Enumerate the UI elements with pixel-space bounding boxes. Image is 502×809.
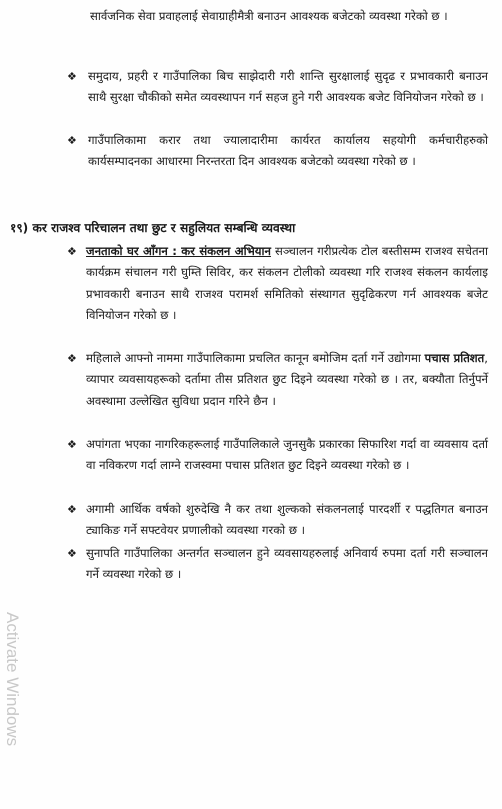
- bullet-icon: ❖: [67, 245, 77, 258]
- bullet-icon: ❖: [67, 70, 77, 83]
- watermark-subtitle: [0, 612, 2, 809]
- item-bold-phrase: पचास प्रतिशत: [424, 351, 485, 365]
- item-tracking-software: अगामी आर्थिक वर्षको शुरुदेखि नै कर तथा शुल्कको संकलनलाई पारदर्शी र पद्धतिगत बनाउन ट्याकिङ गर्ने सफ्टवेयर प्रणालीको व्यवस्था गरको छ ।: [86, 502, 488, 538]
- bullet-icon: ❖: [67, 134, 77, 147]
- paragraph-budget-service: सार्वजनिक सेवा प्रवाहलाई सेवाग्राहीमैत्री बनाउन आवश्यक बजेटको व्यवस्था गरेको छ ।: [90, 9, 448, 23]
- bullet-icon: ❖: [67, 547, 77, 560]
- section-heading: १९) कर राजश्व परिचालन तथा छुट र सहुलियत सम्बन्धि व्यवस्था: [10, 221, 296, 235]
- item-bold-title: जनताको घर आँगन : कर संकलन अभियान: [86, 244, 271, 258]
- paragraph-security: समुदाय, प्रहरी र गाउँपालिका बिच साझेदारी गरी शान्ति सुरक्षालाई सुदृढ र प्रभावकारी बनाउन साथै सुरक्षा चौकीको समेत व्यवस्थापन गर्न सहज हुने गरी आवश्यक बजेट विनियोजन गरेको छ ।: [88, 69, 488, 105]
- bullet-icon: ❖: [67, 438, 77, 451]
- bullet-icon: ❖: [67, 503, 77, 516]
- item-text-post: , व्यापार व्यवसायहरूको दर्तामा तीस प्रतिशत छुट दिइने व्यवस्था गरेको छ । तर, बक्यौता तिर्नुपर्ने अवस्थामा उल्लेखित सुविधा प्रदान गरिने छैन ।: [86, 351, 488, 408]
- watermark-title: Activate Windows: [3, 612, 22, 747]
- item-women-discount: [86, 348, 488, 412]
- item-text: सञ्चालन गरीप्रत्येक टोल बस्तीसम्म राजश्व सचेतना कार्यक्रम संचालन गरी घुम्ति सिविर, कर संकलन टोलीको व्यवस्था गरि राजश्व संकलन कार्यलाइ प्रभावकारी बनाउन साथै राजश्व परामर्श समितिको संस्थागत सुदृढिकरण गर्न आवश्यक बजेट विनियोजन गरेको छ ।: [86, 244, 488, 323]
- item-business-registration: सुनापति गाउँपालिका अन्तर्गत सञ्चालन हुने व्यवसायहरुलाई अनिवार्य रुपमा दर्ता गरी सञ्चालन गर्ने व्यवस्था गरेको छ ।: [86, 546, 488, 582]
- paragraph-contract-staff: गाउँपालिकामा करार तथा ज्यालादारीमा कार्यरत कार्यालय सहयोगी कर्मचारीहरुको कार्यसम्पादनका आधारमा निरन्तरता दिन आवश्यक बजेटको व्यवस्था गरेको छ ।: [88, 133, 488, 169]
- item-tax-campaign: [86, 241, 488, 327]
- item-disability-discount: अपांगता भएका नागरिकहरूलाई गाउँपालिकाले जुनसुकै प्रकारका सिफारिश गर्दा वा व्यवसाय दर्ता वा नविकरण गर्दा लाग्ने राजस्वमा पचास प्रतिशत छुट दिइने व्यवस्था गरेको छ ।: [86, 437, 488, 473]
- item-text-pre: महिलाले आफ्नो नाममा गाउँपालिकामा प्रचलित कानून बमोजिम दर्ता गर्ने उद्योगमा: [86, 351, 425, 365]
- activate-windows-watermark: [0, 612, 22, 809]
- bullet-icon: ❖: [67, 352, 77, 365]
